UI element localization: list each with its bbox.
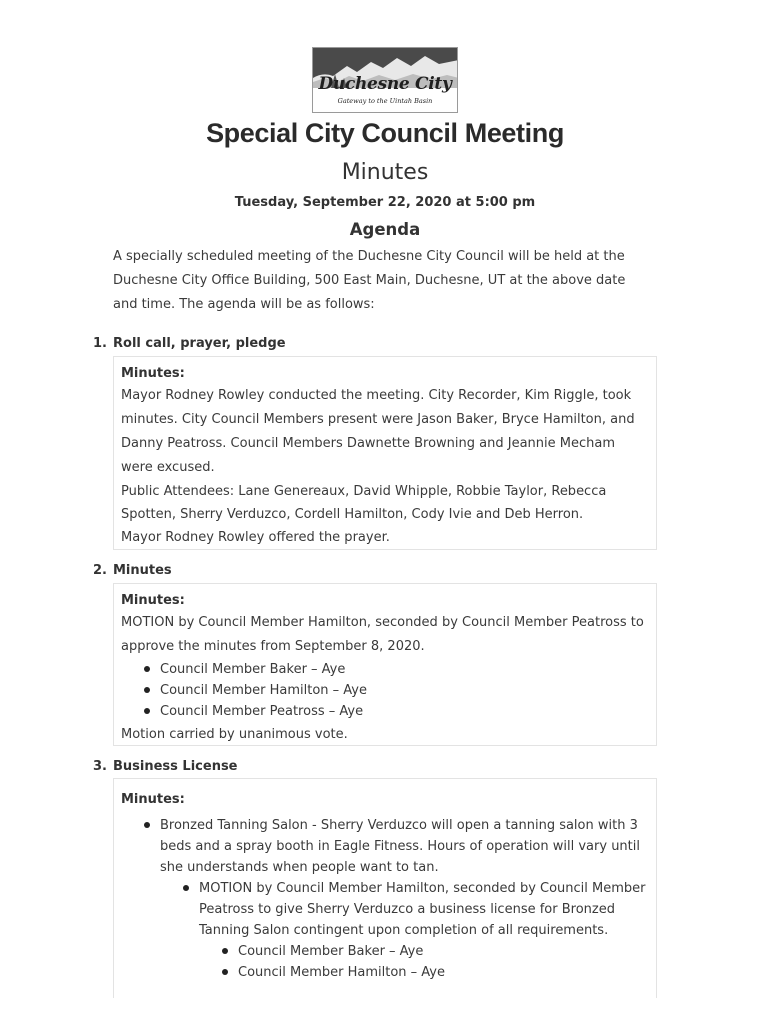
motion-result: Motion carried by unanimous vote. <box>121 727 348 742</box>
motion-list <box>199 878 648 983</box>
item-number: 1. <box>93 336 107 351</box>
business-list <box>160 815 648 983</box>
vote-item: Council Member Peatross – Aye <box>160 701 648 722</box>
agenda-intro: A specially scheduled meeting of the Duchesne City Council will be held at the Duchesne City Office Building, 500 East Main, Duchesne, UT at the above date and time. The agenda will be as follows: <box>113 249 626 312</box>
vote-item: Council Member Hamilton – Aye <box>238 962 648 983</box>
minutes-label: Minutes: <box>121 593 185 608</box>
motion-text: MOTION by Council Member Hamilton, seconded by Council Member Peatross to give Sherry Verduzco a business license for Bronzed Tanning Salon contingent upon completion of all requirements. <box>199 881 646 938</box>
minutes-paragraph: Mayor Rodney Rowley offered the prayer. <box>121 530 390 545</box>
minutes-box-roll-call <box>113 356 657 550</box>
logo-tagline: Gateway to the Uintah Basin <box>337 97 433 105</box>
vote-list <box>238 941 648 983</box>
meeting-date: Tuesday, September 22, 2020 at 5:00 pm <box>234 195 536 210</box>
city-logo <box>312 47 458 113</box>
agenda-item-minutes <box>93 563 172 578</box>
minutes-paragraph: Public Attendees: Lane Genereaux, David Whipple, Robbie Taylor, Rebecca Spotten, Sherry Verduzco, Cordell Hamilton, Cody Ivie and Deb Herron. <box>121 484 607 522</box>
business-bullet <box>160 815 648 983</box>
vote-item: Council Member Hamilton – Aye <box>160 680 648 701</box>
item-number: 2. <box>93 563 107 578</box>
minutes-label: Minutes: <box>121 792 185 807</box>
item-title: Roll call, prayer, pledge <box>113 336 286 351</box>
logo-name: Duchesne City <box>318 74 452 94</box>
minutes-paragraph: Mayor Rodney Rowley conducted the meeting. City Recorder, Kim Riggle, took minutes. City Council Members present were Jason Baker, Bryce Hamilton, and Danny Peatross. Council Members Dawnette Browning and Jeannie Mecham were excused. <box>121 388 635 475</box>
agenda-heading: Agenda <box>349 220 421 239</box>
minutes-box-minutes <box>113 583 657 746</box>
agenda-item-roll-call <box>93 336 286 351</box>
vote-item: Council Member Baker – Aye <box>160 659 648 680</box>
page-subtitle: Minutes <box>341 160 429 185</box>
minutes-box-business-license <box>113 778 657 998</box>
vote-item: Council Member Baker – Aye <box>238 941 648 962</box>
vote-list <box>160 659 648 722</box>
motion-bullet <box>199 878 648 983</box>
item-number: 3. <box>93 759 107 774</box>
minutes-label: Minutes: <box>121 366 185 381</box>
item-title: Business License <box>113 759 238 774</box>
item-title: Minutes <box>113 563 172 578</box>
motion-text: MOTION by Council Member Hamilton, seconded by Council Member Peatross to approve the minutes from September 8, 2020. <box>121 615 644 654</box>
page-title: Special City Council Meeting <box>206 118 564 148</box>
agenda-item-business-license <box>93 759 238 774</box>
business-description: Bronzed Tanning Salon - Sherry Verduzco will open a tanning salon with 3 beds and a spray booth in Eagle Fitness. Hours of operation will vary until she understands when people want to tan. <box>160 818 640 875</box>
